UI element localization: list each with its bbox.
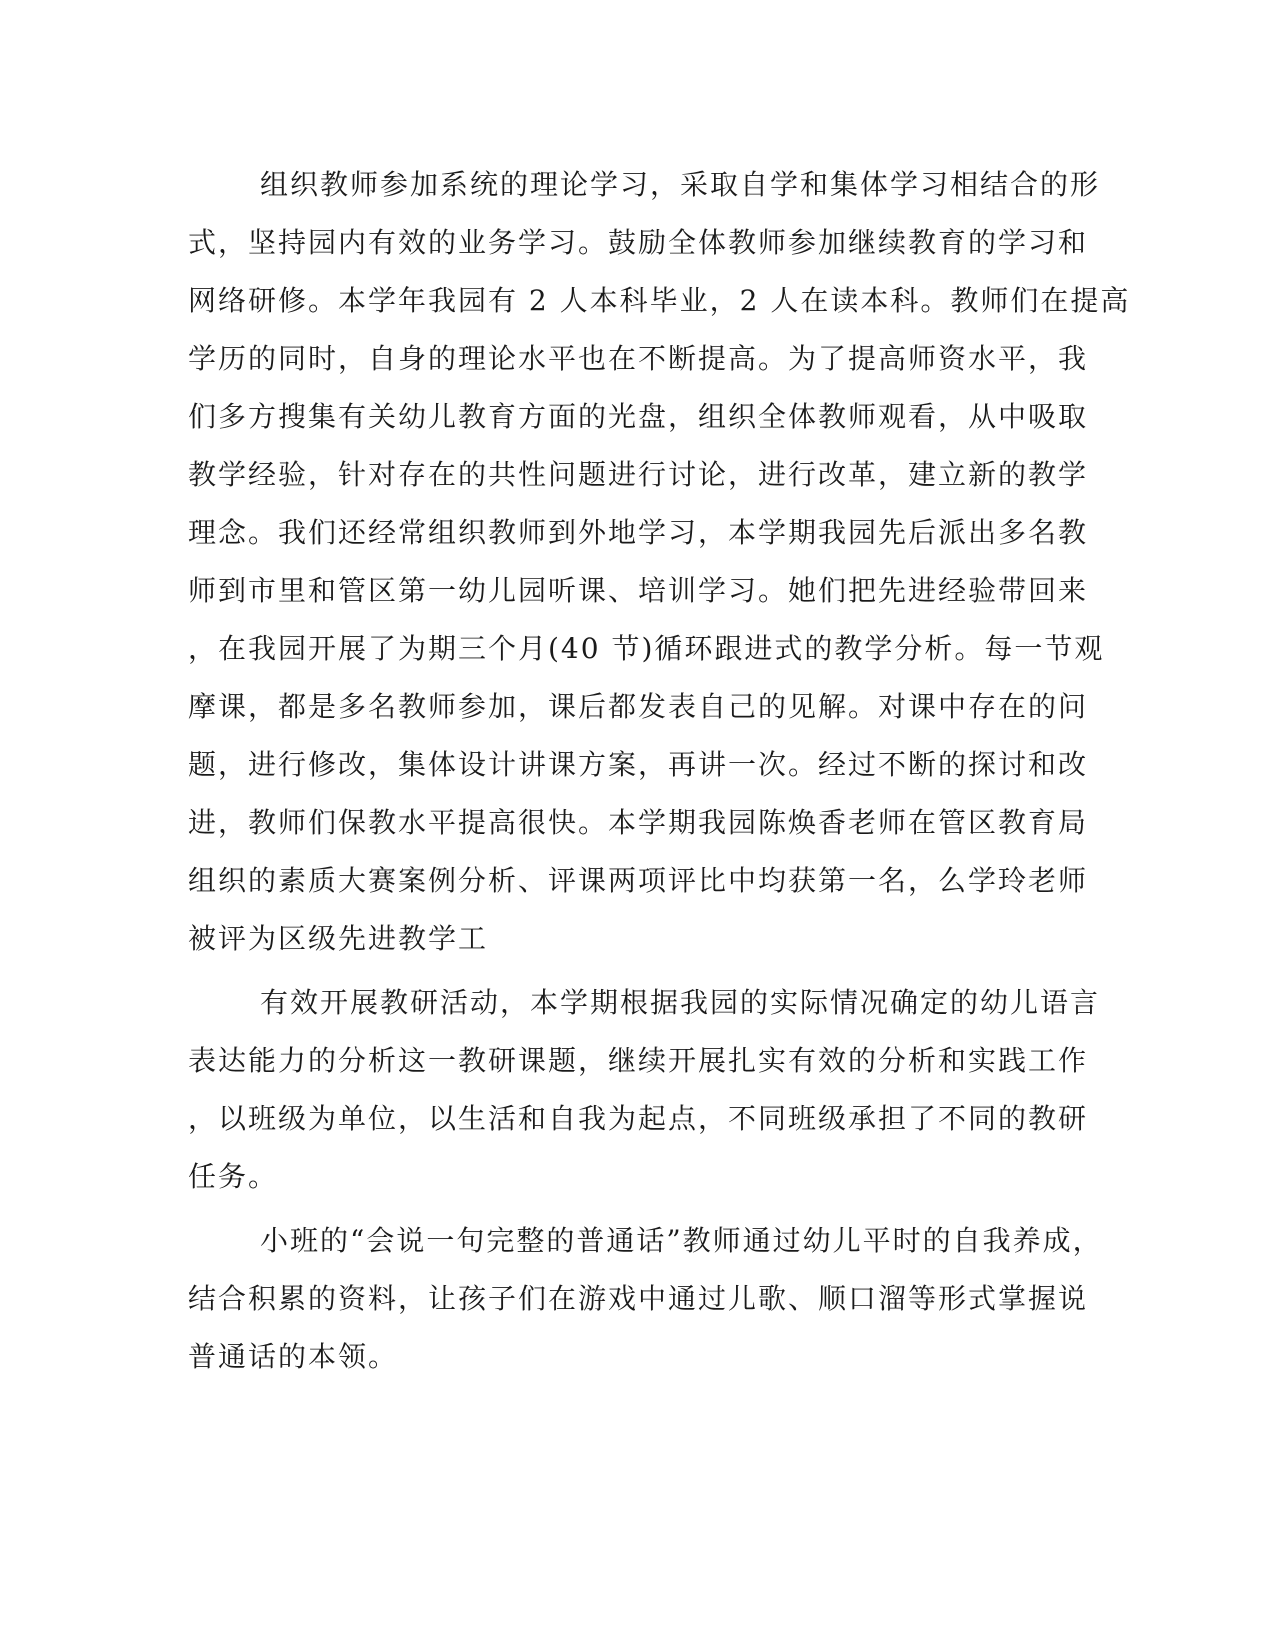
text-line: 题，进行修改，集体设计讲课方案，再讲一次。经过不断的探讨和改 <box>188 748 1089 781</box>
text-line: 网络研修。本学年我园有 2 人本科毕业，2 人在读本科。教师们在提高 <box>188 284 1131 317</box>
text-line: 理念。我们还经常组织教师到外地学习，本学期我园先后派出多名教 <box>188 516 1089 549</box>
text-line: 组织教师参加系统的理论学习，采取自学和集体学习相结合的形 <box>260 168 1101 201</box>
text-line: 普通话的本领。 <box>188 1340 399 1373</box>
text-line: 小班的“会说一句完整的普通话”教师通过幼儿平时的自我养成， <box>260 1224 1103 1257</box>
text-line: 结合积累的资料，让孩子们在游戏中通过儿歌、顺口溜等形式掌握说 <box>188 1282 1089 1315</box>
text-line: 有效开展教研活动，本学期根据我园的实际情况确定的幼儿语言 <box>260 986 1101 1019</box>
text-line: 摩课，都是多名教师参加，课后都发表自己的见解。对课中存在的问 <box>188 690 1089 723</box>
text-line: 被评为区级先进教学工 <box>188 922 489 955</box>
text-line: 学历的同时，自身的理论水平也在不断提高。为了提高师资水平，我 <box>188 342 1089 375</box>
text-line: ，在我园开展了为期三个月(40 节)循环跟进式的教学分析。每一节观 <box>188 632 1105 665</box>
text-line: 组织的素质大赛案例分析、评课两项评比中均获第一名，么学玲老师 <box>188 864 1089 897</box>
text-line: 们多方搜集有关幼儿教育方面的光盘，组织全体教师观看，从中吸取 <box>188 400 1089 433</box>
text-line: 教学经验，针对存在的共性问题进行讨论，进行改革，建立新的教学 <box>188 458 1089 491</box>
text-line: 表达能力的分析这一教研课题，继续开展扎实有效的分析和实践工作 <box>188 1044 1089 1077</box>
text-line: ，以班级为单位，以生活和自我为起点，不同班级承担了不同的教研 <box>188 1102 1089 1135</box>
text-line: 式，坚持园内有效的业务学习。鼓励全体教师参加继续教育的学习和 <box>188 226 1089 259</box>
text-line: 任务。 <box>188 1160 279 1193</box>
text-line: 师到市里和管区第一幼儿园听课、培训学习。她们把先进经验带回来 <box>188 574 1089 607</box>
text-line: 进，教师们保教水平提高很快。本学期我园陈焕香老师在管区教育局 <box>188 806 1089 839</box>
